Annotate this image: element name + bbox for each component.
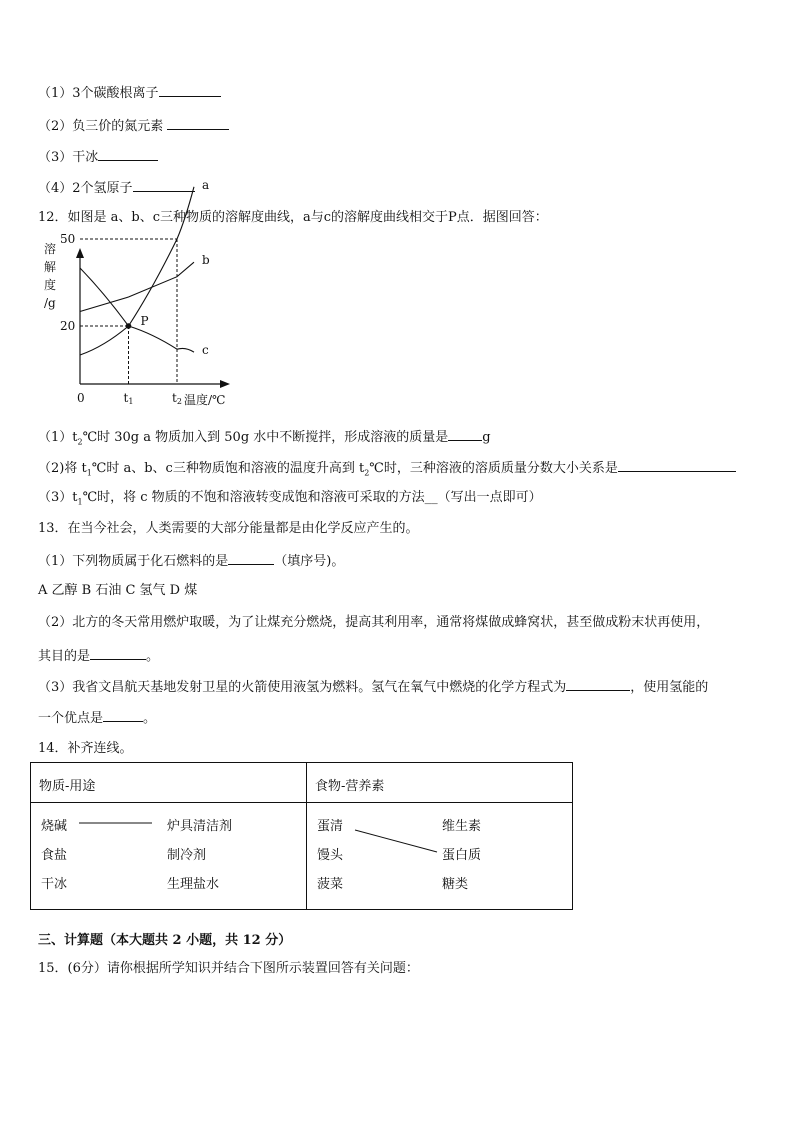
right-nutrient: 糖类 (442, 877, 469, 892)
q13-sub3-line2: 一个优点是 。 (38, 708, 156, 728)
q13-options: A 乙醇 B 石油 C 氢气 D 煤 (38, 583, 198, 598)
series-label-c: c (201, 343, 209, 358)
section-title: 三、计算题（本大题共 2 小题，共 12 分） (38, 933, 292, 948)
q11-item-1: （1）3个碳酸根离子 (38, 83, 221, 103)
q13-sub1: （1）下列物质属于化石燃料的是 （填序号)。 (38, 551, 344, 571)
left-header-cell: 物质-用途 (31, 763, 307, 803)
q15-stem: 15．(6分）请你根据所学知识并结合下图所示装置回答有关问题： (38, 961, 419, 976)
right-nutrient: 蛋白质 (442, 848, 482, 863)
right-nutrient: 维生素 (442, 819, 482, 834)
series-label-a: a (201, 177, 210, 192)
left-use: 炉具清洁剂 (167, 819, 233, 834)
answer-blank (133, 178, 195, 192)
right-header-cell: 食物-营养素 (307, 763, 573, 803)
answer-blank (448, 427, 482, 441)
q12-sub1: $(1)t_2℃$时 30g a 物质加入到 50g 水中不断搅拌，形成溶液的质量是 g (38, 427, 491, 452)
left-item: 干冰 (41, 877, 68, 892)
left-item: 烧碱 (41, 819, 68, 834)
example-link-line (307, 803, 573, 909)
left-body-cell (31, 803, 307, 910)
q13-sub2-line1: （2）北方的冬天常用燃炉取暖，为了让煤充分燃烧，提高其利用率，通常将煤做成蜂窝状，甚至做成粉末状再使用， (38, 615, 710, 630)
series-label-b: b (201, 253, 210, 268)
y-axis-arrow (76, 248, 84, 258)
right-item: 馒头 (317, 848, 344, 863)
q12-sub3: $(3)t_1℃$时，将 c 物质的不饱和溶液转变成饱和溶液可采取的方法__（写出一点即可） (38, 490, 542, 507)
y-tick-label: 50 (60, 232, 76, 246)
x-tick-label: t1 (123, 391, 134, 406)
right-item: 蛋清 (317, 819, 344, 834)
y-axis-label: 溶 (44, 242, 57, 256)
q11-item-2: （2）负三价的氮元素 (38, 116, 229, 136)
answer-blank (90, 646, 146, 660)
q11-item-4: （4）2个氢原子 (38, 178, 195, 198)
answer-blank (103, 708, 143, 722)
right-item: 菠菜 (317, 877, 344, 892)
answer-blank (566, 677, 630, 691)
left-use: 生理盐水 (167, 877, 220, 892)
example-link-line (31, 803, 305, 909)
intersection-label: P (140, 314, 149, 328)
x-axis-arrow (220, 380, 230, 388)
q13-sub3-line1: （3）我省文昌航天基地发射卫星的火箭使用液氢为燃料。氢气在氧气中燃烧的化学方程式为 ，使用氢能的 (38, 677, 708, 697)
q12-stem: 12．如图是 a、b、c三种物质的溶解度曲线，a与c的溶解度曲线相交于P点．据图回答： (38, 210, 548, 225)
left-item: 食盐 (41, 848, 68, 863)
left-use: 制冷剂 (167, 848, 207, 863)
y-axis-label: 解 (44, 260, 57, 274)
x-axis-label: 温度/℃ (184, 393, 226, 407)
right-body-cell (307, 803, 573, 910)
answer-blank (228, 551, 274, 565)
q13-sub2-line2: 其目的是 。 (38, 646, 159, 666)
q12-sub2: （2)将 $t_1℃$时 a、b、c三种物质饱和溶液的温度升高到 $t_2℃$时，三种溶液的溶质质量分数大小关系是 (38, 458, 736, 483)
answer-blank (167, 116, 229, 130)
matching-table (30, 762, 573, 910)
answer-blank (98, 147, 158, 161)
y-tick-label: 20 (60, 319, 76, 333)
q11-item-3: （3）干冰 (38, 147, 158, 167)
answer-blank (618, 458, 736, 472)
intersection-point (126, 323, 132, 329)
q13-stem: 13．在当今社会，人类需要的大部分能量都是由化学反应产生的。 (38, 521, 419, 536)
y-axis-label: /g (44, 296, 56, 310)
q14-stem: 14．补齐连线。 (38, 741, 133, 756)
x-tick-label: t2 (172, 391, 182, 406)
answer-blank (159, 83, 221, 97)
y-axis-label: 度 (44, 278, 57, 292)
origin-label: 0 (77, 391, 85, 405)
